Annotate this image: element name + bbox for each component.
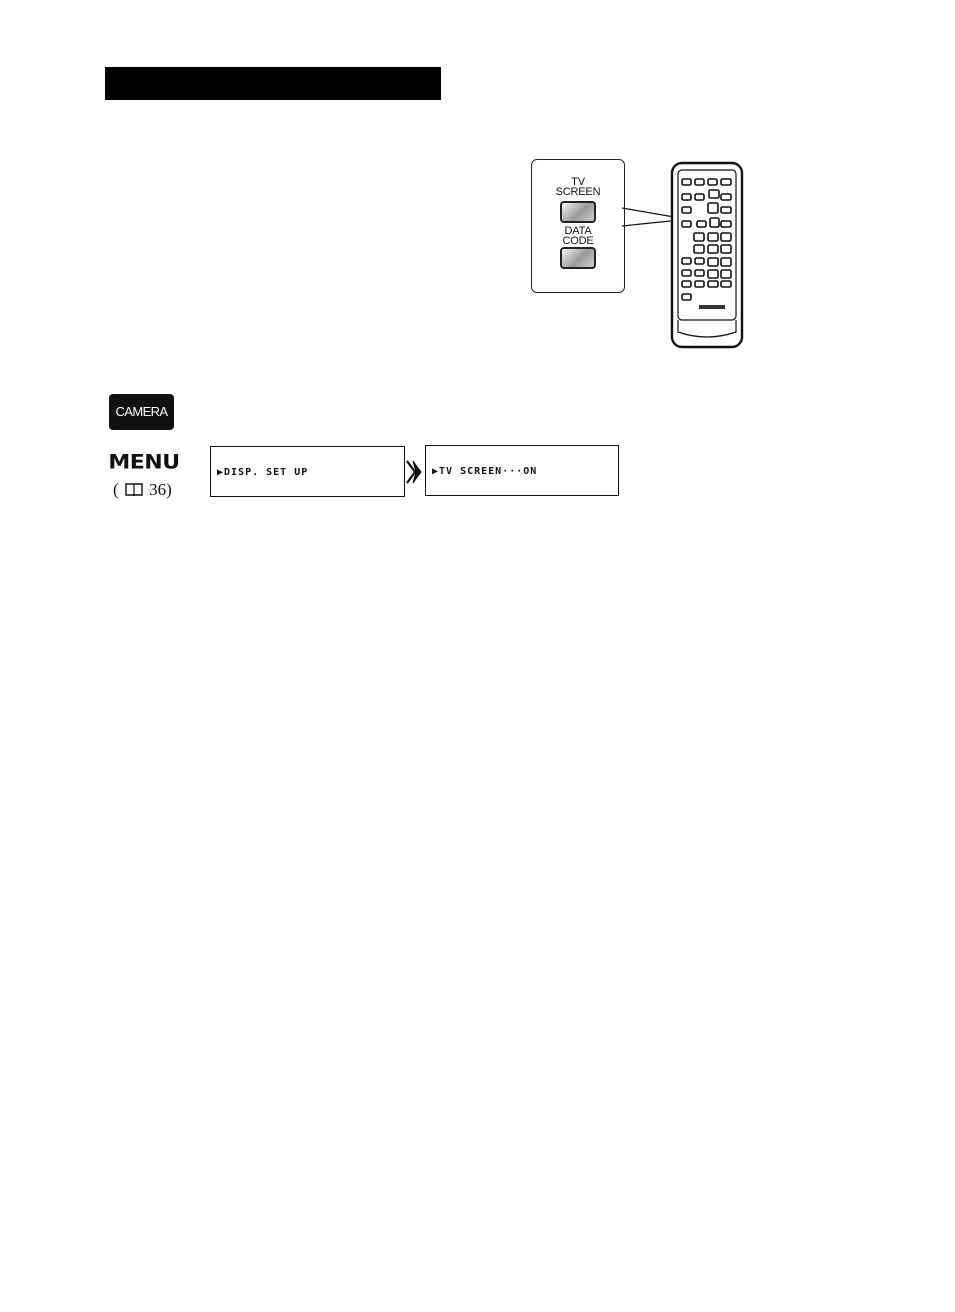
menu-screen-disp-setup: ▶DISP. SET UP [210,446,405,497]
camera-mode-badge: CAMERA [109,394,174,430]
menu-page-reference [113,480,172,500]
menu-ref-open: ( [113,480,119,499]
data-code-label-line2: CODE [562,235,594,247]
menu-screen-tv-screen-on: ▶TV SCREEN···ON [425,445,619,496]
section-title-bar [105,67,441,100]
menu-label: MENU [108,452,180,474]
data-code-button[interactable] [560,247,596,269]
remote-button-callout [531,159,625,293]
tv-screen-label-line2: SCREEN [555,186,601,198]
remote-control-illustration [622,160,750,350]
tv-screen-button[interactable] [560,201,596,223]
data-code-label-line1: DATA [564,225,592,237]
tv-screen-label-line1: TV [571,176,585,188]
menu-ref-page: 36) [149,480,172,499]
double-chevron-right-icon [405,459,423,485]
book-icon [125,482,143,497]
